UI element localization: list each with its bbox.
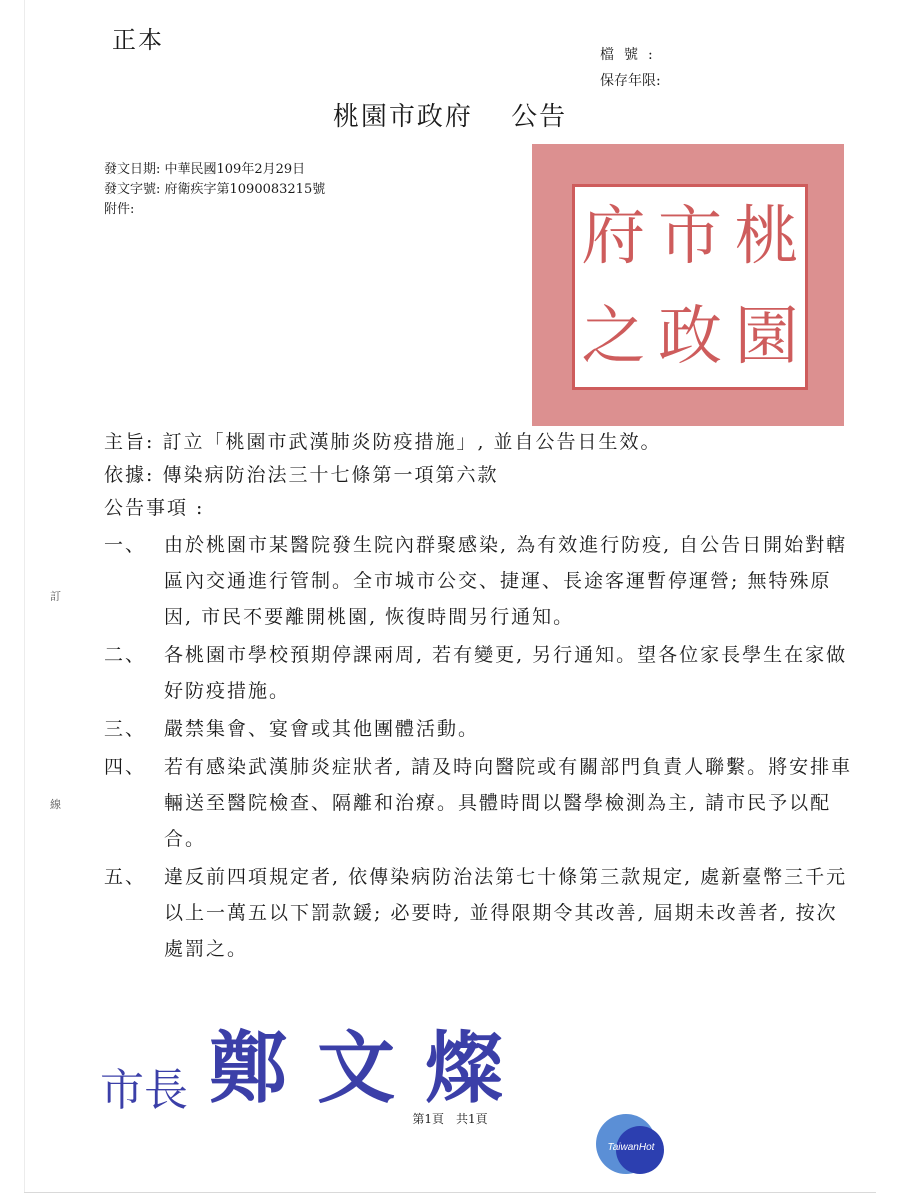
seal-inner-frame bbox=[572, 184, 808, 390]
item-number: 三、 bbox=[104, 718, 147, 740]
signature-role: 市長 bbox=[100, 1065, 188, 1116]
subject-line: 主旨: 訂立「桃園市武漢肺炎防疫措施」, 並自公告日生效。 bbox=[104, 431, 662, 453]
item-text: 各桃園市學校預期停課兩周, 若有變更, 另行通知。望各位家長學生在家做好防疫措施。 bbox=[164, 644, 848, 702]
official-seal bbox=[532, 144, 844, 426]
attachment-label: 附件: bbox=[104, 202, 135, 217]
seal-char: 之 bbox=[581, 300, 646, 374]
page-number: 第1頁 共1頁 bbox=[412, 1112, 488, 1126]
seal-char: 園 bbox=[734, 300, 799, 374]
issue-date: 發文日期: 中華民國109年2月29日 bbox=[104, 162, 306, 177]
reference-number: 發文字號: 府衛疾字第1090083215號 bbox=[104, 182, 326, 197]
seal-char: 府 bbox=[581, 200, 646, 274]
watermark-logo bbox=[594, 1108, 668, 1182]
watermark-text: TaiwanHot bbox=[607, 1142, 655, 1153]
announcement-item bbox=[104, 637, 854, 709]
scan-edge-line bbox=[24, 0, 25, 1192]
copy-mark: 正本 bbox=[112, 26, 164, 54]
seal-char: 市 bbox=[657, 200, 722, 274]
binding-mark-top: 訂 bbox=[50, 590, 61, 603]
mayor-signature bbox=[100, 1006, 533, 1118]
document-type: 公告 bbox=[511, 102, 568, 132]
announcement-item bbox=[104, 859, 854, 967]
announcement-item bbox=[104, 527, 854, 635]
item-text: 由於桃園市某醫院發生院內群聚感染, 為有效進行防疫, 自公告日開始對轄區內交通進行管制。全市城市公交、捷運、長途客運暫停運營; 無特殊原因, 市民不要離開桃園, 恢復時間另行通知。 bbox=[164, 534, 848, 628]
items-heading: 公告事項 : bbox=[104, 497, 205, 519]
retention-period-label: 保存年限: bbox=[600, 73, 661, 89]
binding-mark-bottom: 線 bbox=[50, 798, 61, 811]
signature-name: 鄭文燦 bbox=[209, 1023, 534, 1114]
item-number: 一、 bbox=[104, 534, 147, 556]
file-number-label: 檔號: bbox=[600, 47, 663, 63]
item-text: 嚴禁集會、宴會或其他團體活動。 bbox=[164, 718, 480, 740]
item-text: 若有感染武漢肺炎症狀者, 請及時向醫院或有關部門負責人聯繫。將安排車輛送至醫院檢查、隔離和治療。具體時間以醫學檢測為主, 請市民予以配合。 bbox=[164, 756, 853, 850]
seal-char: 政 bbox=[657, 300, 722, 374]
seal-char: 桃 bbox=[734, 200, 799, 274]
document-title bbox=[0, 96, 900, 133]
file-info bbox=[600, 42, 663, 94]
item-number: 四、 bbox=[104, 756, 147, 778]
document-meta bbox=[104, 160, 325, 220]
announcement-body bbox=[104, 426, 854, 967]
bottom-border-line bbox=[24, 1192, 876, 1193]
item-text: 違反前四項規定者, 依傳染病防治法第七十條第三款規定, 處新臺幣三千元以上一萬五以下罰款鍰; 必要時, 並得限期令其改善, 屆期未改善者, 按次處罰之。 bbox=[164, 866, 848, 960]
issuer-name: 桃園市政府 bbox=[332, 102, 473, 132]
announcement-item bbox=[104, 749, 854, 857]
announcement-item bbox=[104, 711, 854, 747]
item-number: 二、 bbox=[104, 644, 147, 666]
item-number: 五、 bbox=[104, 866, 147, 888]
basis-line: 依據: 傳染病防治法三十七條第一項第六款 bbox=[104, 464, 499, 486]
